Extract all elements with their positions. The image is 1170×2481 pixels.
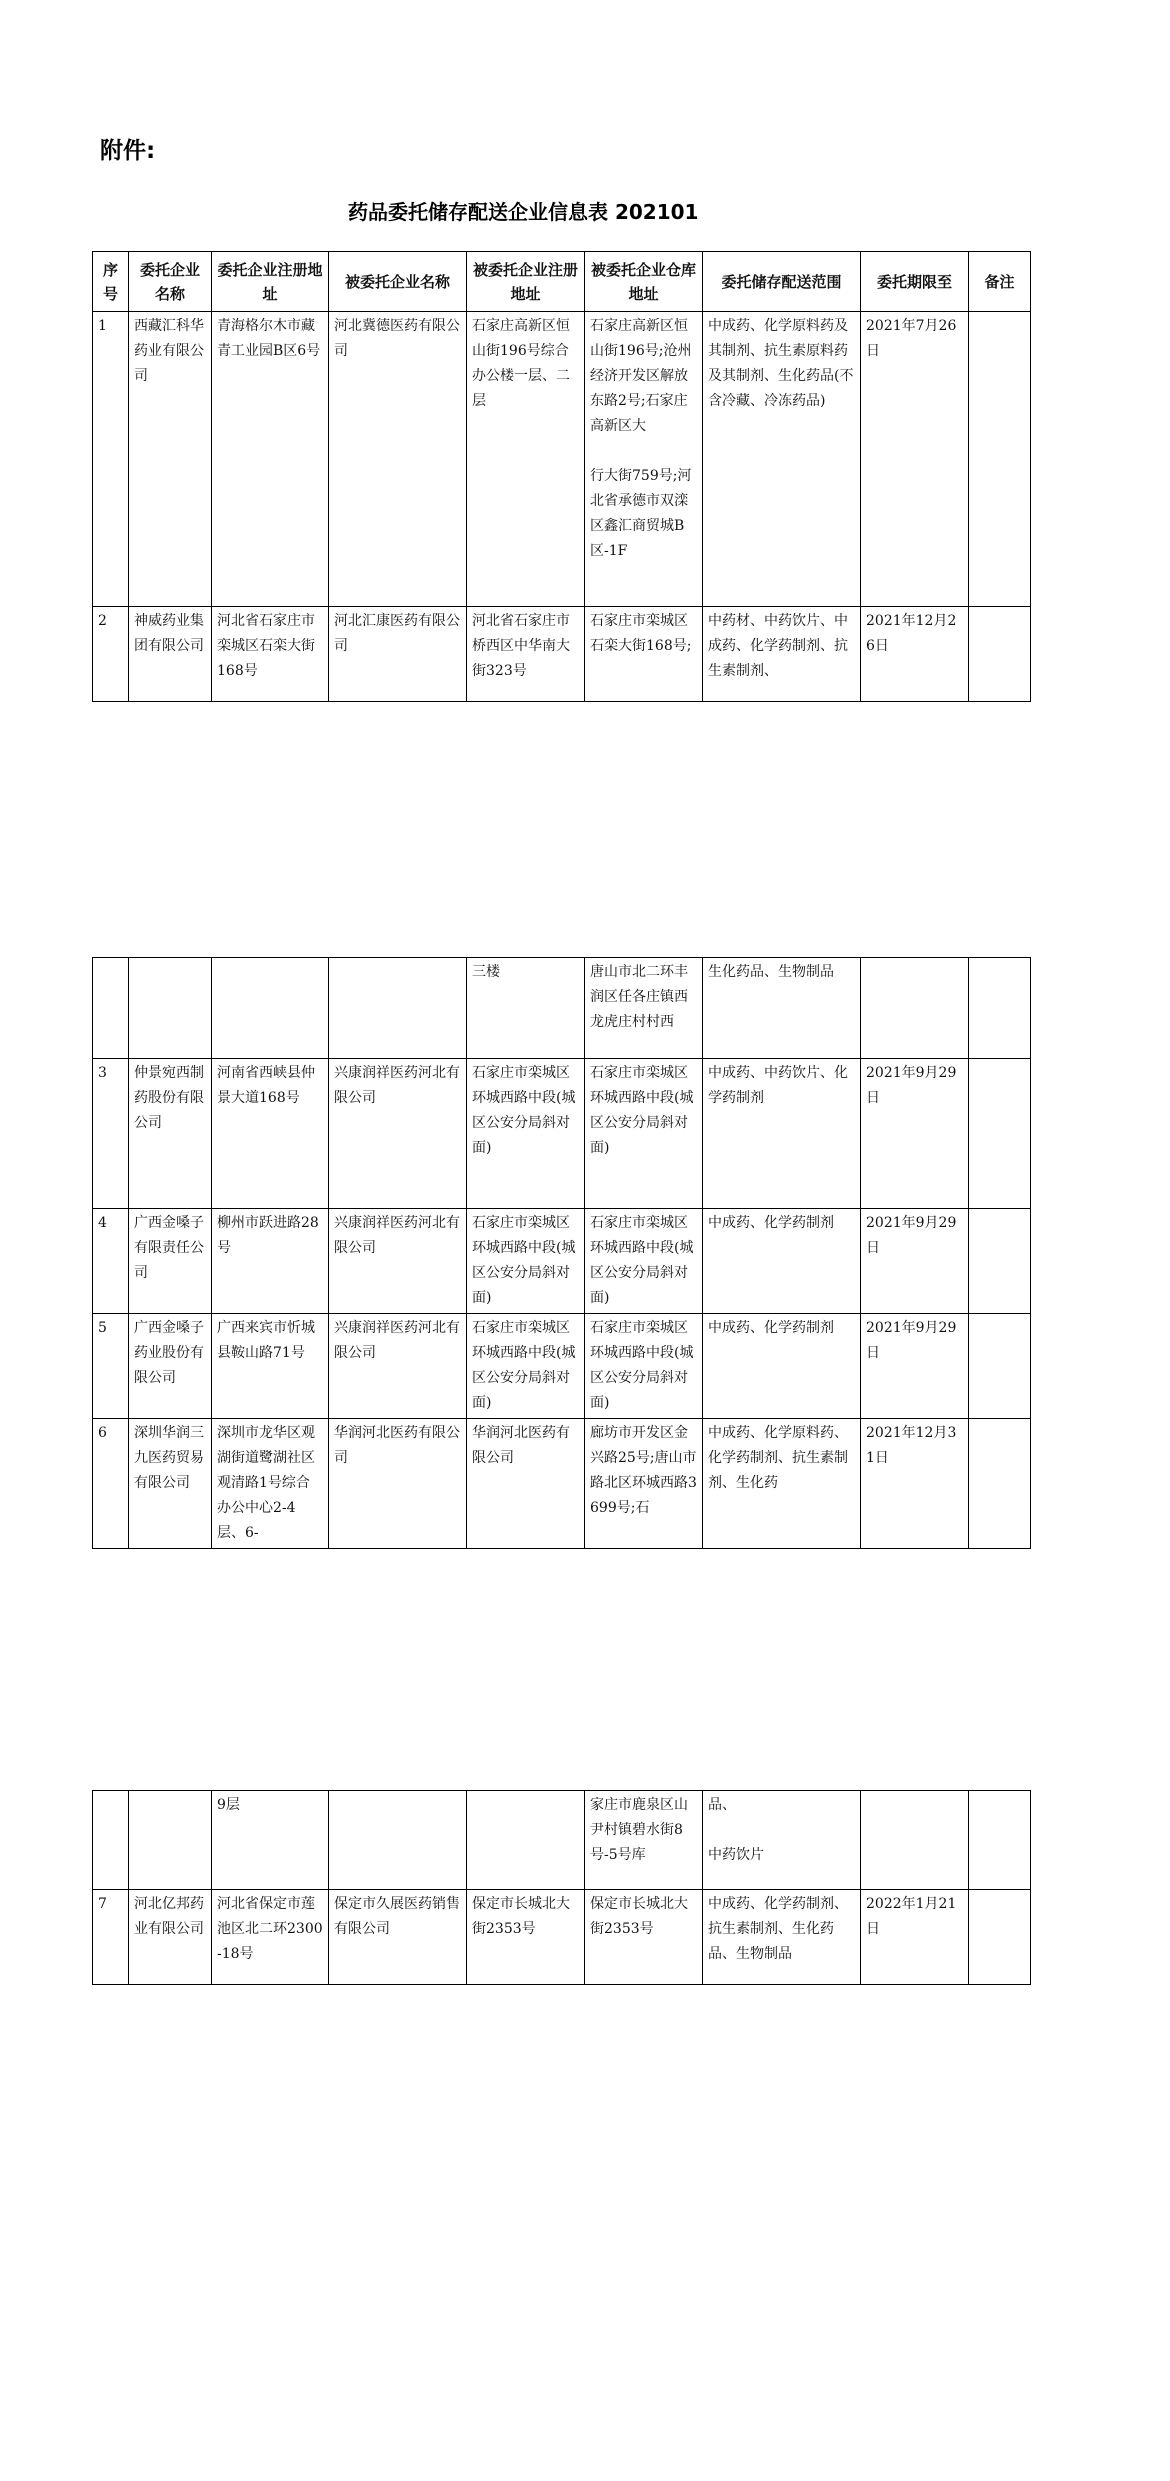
table-cell: 石家庄高新区恒山街196号综合办公楼一层、二层 — [467, 312, 585, 607]
table-row — [93, 1890, 1031, 1985]
table-cell — [93, 1791, 129, 1890]
table-cell: 中成药、中药饮片、化学药制剂 — [703, 1059, 861, 1209]
table-cell: 西藏汇科华药业有限公司 — [129, 312, 212, 607]
table-cell: 5 — [93, 1314, 129, 1419]
table-cell: 家庄市鹿泉区山尹村镇碧水街8号-5号库 — [585, 1791, 703, 1890]
header-cell: 序号 — [93, 252, 129, 312]
table-cell: 中成药、化学药制剂 — [703, 1209, 861, 1314]
table-cell: 1 — [93, 312, 129, 607]
table-cell: 生化药品、生物制品 — [703, 958, 861, 1059]
table-cell: 石家庄市栾城区环城西路中段(城区公安分局斜对面) — [585, 1314, 703, 1419]
header-cell: 委托企业名称 — [129, 252, 212, 312]
table-row — [93, 1791, 1031, 1890]
table-cell: 品、 中药饮片 — [703, 1791, 861, 1890]
table-row — [93, 312, 1031, 607]
table-cell: 河北亿邦药业有限公司 — [129, 1890, 212, 1985]
table-cell: 石家庄高新区恒山街196号;沧州经济开发区解放东路2号;石家庄高新区大 行大街759号;河北省承德市双滦区鑫汇商贸城B区-1F — [585, 312, 703, 607]
table-cell: 中药材、中药饮片、中成药、化学药制剂、抗生素制剂、 — [703, 607, 861, 702]
table-cell: 保定市久展医药销售有限公司 — [329, 1890, 467, 1985]
table-cell: 3 — [93, 1059, 129, 1209]
info-table-page-3 — [92, 1790, 1031, 1985]
table-cell: 华润河北医药有限公司 — [467, 1419, 585, 1549]
table-cell: 6 — [93, 1419, 129, 1549]
table-cell: 河北汇康医药有限公司 — [329, 607, 467, 702]
table-cell — [129, 1791, 212, 1890]
table-cell: 2021年9月29日 — [861, 1209, 969, 1314]
table-cell: 河北省保定市莲池区北二环2300-18号 — [212, 1890, 329, 1985]
table-cell: 中成药、化学原料药、化学药制剂、抗生素制剂、生化药 — [703, 1419, 861, 1549]
table-cell: 广西金嗓子药业股份有限公司 — [129, 1314, 212, 1419]
table-cell: 广西金嗓子有限责任公司 — [129, 1209, 212, 1314]
table-row — [93, 1419, 1031, 1549]
table-row — [93, 1209, 1031, 1314]
table-cell: 河南省西峡县仲景大道168号 — [212, 1059, 329, 1209]
table-cell — [212, 958, 329, 1059]
table-cell: 深圳华润三九医药贸易有限公司 — [129, 1419, 212, 1549]
header-cell: 被委托企业仓库地址 — [585, 252, 703, 312]
table-cell — [969, 607, 1031, 702]
table-cell: 兴康润祥医药河北有限公司 — [329, 1209, 467, 1314]
table-cell: 河北冀德医药有限公司 — [329, 312, 467, 607]
table-row — [93, 607, 1031, 702]
table-header-row — [93, 252, 1031, 312]
info-table-page-1 — [92, 251, 1031, 702]
table-cell — [329, 1791, 467, 1890]
table-cell: 唐山市北二环丰润区任各庄镇西龙虎庄村村西 — [585, 958, 703, 1059]
table-cell — [969, 1314, 1031, 1419]
header-cell: 委托企业注册地址 — [212, 252, 329, 312]
header-cell: 被委托企业注册地址 — [467, 252, 585, 312]
table-cell: 2021年9月29日 — [861, 1059, 969, 1209]
table-cell: 保定市长城北大街2353号 — [585, 1890, 703, 1985]
info-table-page-2 — [92, 957, 1031, 1549]
table-cell: 石家庄市栾城区环城西路中段(城区公安分局斜对面) — [585, 1059, 703, 1209]
table-cell — [969, 958, 1031, 1059]
document-title: 药品委托储存配送企业信息表 202101 — [348, 200, 699, 224]
table-cell: 廊坊市开发区金兴路25号;唐山市路北区环城西路3699号;石 — [585, 1419, 703, 1549]
table-cell: 深圳市龙华区观湖街道鹭湖社区观清路1号综合办公中心2-4层、6- — [212, 1419, 329, 1549]
table-cell — [969, 1209, 1031, 1314]
table-cell — [861, 958, 969, 1059]
table-cell: 9层 — [212, 1791, 329, 1890]
table-cell: 兴康润祥医药河北有限公司 — [329, 1059, 467, 1209]
table-cell: 2021年12月31日 — [861, 1419, 969, 1549]
table-cell: 7 — [93, 1890, 129, 1985]
attachment-label: 附件: — [100, 138, 156, 164]
table-cell: 石家庄市栾城区石栾大街168号; — [585, 607, 703, 702]
table-cell: 柳州市跃进路28号 — [212, 1209, 329, 1314]
table-cell: 神威药业集团有限公司 — [129, 607, 212, 702]
table-cell: 石家庄市栾城区环城西路中段(城区公安分局斜对面) — [467, 1314, 585, 1419]
table-cell — [129, 958, 212, 1059]
table-cell — [969, 1791, 1031, 1890]
table-cell: 2021年7月26日 — [861, 312, 969, 607]
table-cell: 仲景宛西制药股份有限公司 — [129, 1059, 212, 1209]
table-cell — [969, 1419, 1031, 1549]
table-cell — [969, 312, 1031, 607]
table-cell — [467, 1791, 585, 1890]
table-cell: 青海格尔木市藏青工业园B区6号 — [212, 312, 329, 607]
table-cell: 4 — [93, 1209, 129, 1314]
table-cell: 2022年1月21日 — [861, 1890, 969, 1985]
table-cell — [969, 1890, 1031, 1985]
table-cell: 中成药、化学原料药及其制剂、抗生素原料药及其制剂、生化药品(不含冷藏、冷冻药品) — [703, 312, 861, 607]
table-cell — [861, 1791, 969, 1890]
table-cell: 2021年12月26日 — [861, 607, 969, 702]
table-cell: 华润河北医药有限公司 — [329, 1419, 467, 1549]
table-cell: 2021年9月29日 — [861, 1314, 969, 1419]
table-cell: 兴康润祥医药河北有限公司 — [329, 1314, 467, 1419]
header-cell: 委托期限至 — [861, 252, 969, 312]
table-row — [93, 1059, 1031, 1209]
table-cell: 中成药、化学药制剂、抗生素制剂、生化药品、生物制品 — [703, 1890, 861, 1985]
table-cell: 2 — [93, 607, 129, 702]
table-cell: 河北省石家庄市桥西区中华南大街323号 — [467, 607, 585, 702]
table-cell: 河北省石家庄市栾城区石栾大街168号 — [212, 607, 329, 702]
table-cell: 三楼 — [467, 958, 585, 1059]
table-cell: 保定市长城北大街2353号 — [467, 1890, 585, 1985]
table-cell: 石家庄市栾城区环城西路中段(城区公安分局斜对面) — [585, 1209, 703, 1314]
header-cell: 委托储存配送范围 — [703, 252, 861, 312]
table-cell: 广西来宾市忻城县鞍山路71号 — [212, 1314, 329, 1419]
table-cell — [329, 958, 467, 1059]
table-row — [93, 1314, 1031, 1419]
table-cell: 石家庄市栾城区环城西路中段(城区公安分局斜对面) — [467, 1059, 585, 1209]
table-row — [93, 958, 1031, 1059]
header-cell: 被委托企业名称 — [329, 252, 467, 312]
header-cell: 备注 — [969, 252, 1031, 312]
table-cell: 石家庄市栾城区环城西路中段(城区公安分局斜对面) — [467, 1209, 585, 1314]
table-cell — [969, 1059, 1031, 1209]
table-cell — [93, 958, 129, 1059]
table-cell: 中成药、化学药制剂 — [703, 1314, 861, 1419]
